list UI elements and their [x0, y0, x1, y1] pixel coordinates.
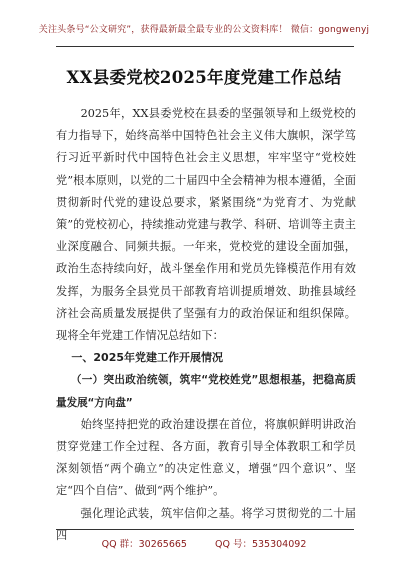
- footer: [0, 536, 408, 550]
- body-paragraph: 始终坚持把党的政治建设摆在首位，将旗帜鲜明讲政治贯穿党建工作全过程、各方面，教育引导全体教职工和学员深刻领悟“两个确立”的决定性意义，增强“四个意识”、坚定“四个自信”、做到“两个维护”。: [56, 417, 356, 498]
- footer-divider: [56, 529, 354, 530]
- footer-qq-group: QQ 群：30265665: [101, 539, 187, 550]
- footer-qq-number: QQ 号：535304092: [214, 539, 307, 550]
- document-title: XX县委党校2025年度党建工作总结: [66, 68, 342, 87]
- header-divider: [56, 46, 354, 47]
- intro-paragraph: 2025年，XX县委党校在县委的坚强领导和上级党校的有力指导下，始终高举中国特色社会主义伟大旗帜，深学笃行习近平新时代中国特色社会主义思想，牢牢坚守“党校姓党”根本原则，以党的二十届四中全会精神为根本遵循，全面贯彻新时代党的建设总要求，紧紧围绕“为党育才、为党献策”的党校初心，持续推动党建与教学、科研、培训等主责主业深度融合、同频共振。一年来，党校党的建设全面加强，政治生态持续向好，战斗堡垒作用和党员先锋模范作用有效发挥，为服务全县党员干部教育培训提质增效、助推县域经济社会高质量发展提供了坚强有力的政治保证和组织保障。现将全年党建工作情况总结如下：: [56, 107, 356, 343]
- section-heading: 一、2025年党建工作开展情况: [71, 351, 224, 365]
- header-note: 关注头条号“公文研究”，获得最新最全最专业的公文资料库！ 微信：gongwenyj: [38, 25, 370, 35]
- subsection-heading: （一）突出政治统领，筑牢“党校姓党”思想根基，把稳高质量发展“方向盘”: [56, 374, 356, 409]
- body-paragraph: 强化理论武装，筑牢信仰之基。将学习贯彻党的二十届四: [56, 506, 356, 542]
- document-body: [56, 103, 356, 547]
